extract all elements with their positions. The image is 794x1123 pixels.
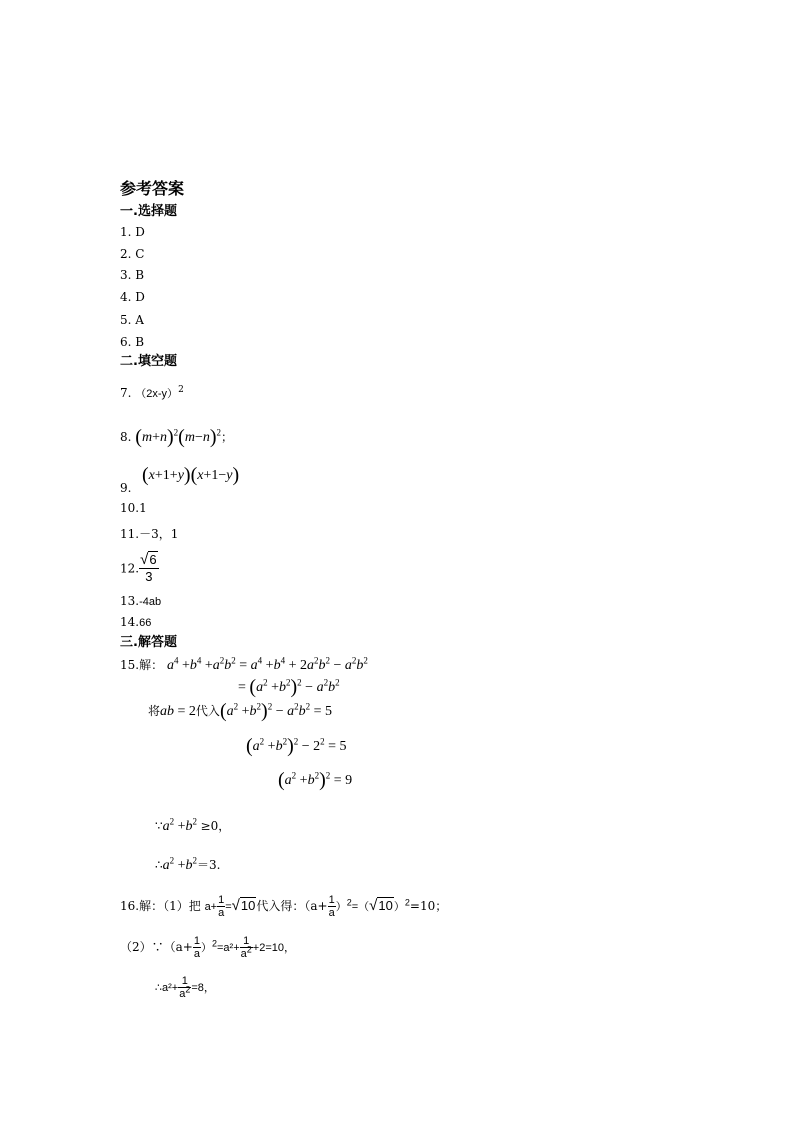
solve-15-line-4: $(a^2 +b^2)^2 - 2^2 = 5$	[246, 735, 347, 757]
fill-answer-14: 14.66	[120, 615, 152, 629]
fill-answer-7: 7. $(2x-y)^2$	[120, 385, 184, 400]
fill-answer-9-math: (x+1+y)(x+1−y)	[142, 464, 240, 486]
choice-answer-4: 4. D	[120, 290, 145, 304]
fill-answer-12: 12. $\frac{√6}{3}$	[120, 551, 157, 584]
choice-answer-2: 2. C	[120, 247, 145, 261]
choice-answer-3: 3. B	[120, 268, 145, 282]
solve-15-line-6: $\because a^2 +b^2 \ge 0$，	[155, 816, 231, 834]
section-heading-fill: 二.填空题	[120, 354, 177, 369]
fill-number-9: 9.	[120, 481, 132, 495]
solve-15-line-1: 15.解： $a^4 +b^4 +a^2b^2 = a^4 +b^4 + 2a^2b^2 - a^2b^2$	[120, 655, 368, 673]
section-heading-solve: 三.解答题	[120, 635, 177, 650]
math-expression: $(m+n)^2(m-n)^2$	[135, 426, 222, 448]
solve-15-line-5: $(a^2 +b^2)^2 = 9$	[278, 769, 353, 791]
fraction: $\frac{√6}{3}$	[140, 551, 157, 584]
page-title: 参考答案	[120, 179, 185, 198]
solve-16-line-1: 16.解：（1）把 a+ $\frac{1}{a}$ =√10代入得：（a+ $\frac{1}{a}$ ）$^2=(√10)^2=10$；	[120, 894, 448, 919]
solve-15-line-3: 将ab = 2代入$(a^2 +b^2)^2 - a^2b^2 = 5$	[148, 700, 332, 722]
fill-answer-10: 10.1	[120, 501, 147, 515]
choice-answer-1: 1. D	[120, 225, 145, 239]
choice-answer-5: 5. A	[120, 313, 144, 327]
solve-15-line-7: $\therefore a^2 +b^2=3$.	[155, 855, 221, 873]
section-heading-choice: 一.选择题	[120, 204, 177, 219]
fill-answer-8: 8. $(m+n)^2(m-n)^2$；	[120, 426, 234, 448]
choice-answer-6: 6. B	[120, 335, 145, 349]
fill-answer-11: 11.－3，1	[120, 527, 179, 541]
solve-15-line-2: = $(a^2 +b^2)^2 - a^2b^2$	[238, 676, 340, 698]
solve-16-line-2: （2）∵（a+ $\frac{1}{a}$ ）$^2$=a²+ $\frac{1}{a^2}$ +2=10，	[120, 935, 295, 960]
fill-answer-13: 13.-4ab	[120, 594, 162, 608]
solve-16-line-3: ∴a²+ $\frac{1}{a^2}$ =8，	[155, 975, 215, 1000]
